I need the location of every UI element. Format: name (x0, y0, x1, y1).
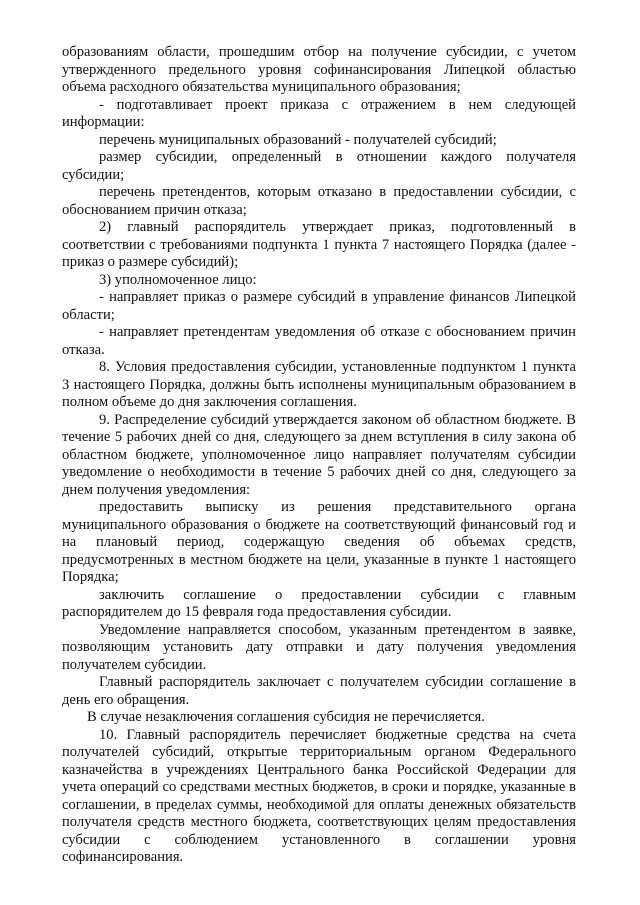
paragraph: предоставить выписку из решения представительного органа муниципального образования о бюджете на соответствующий финансовый год и на плановый период, содержащую сведения об объемах средств, предусмотренных в местном бюджете на цели, указанные в пункте 1 настоящего Порядка; (62, 499, 576, 585)
document-body (62, 44, 576, 867)
paragraph: размер субсидии, определенный в отношении каждого получателя субсидии; (62, 149, 576, 183)
paragraph: перечень муниципальных образований - получателей субсидий; (99, 131, 497, 148)
paragraph: 3) уполномоченное лицо: (99, 271, 257, 288)
paragraph: Главный распорядитель заключает с получателем субсидии соглашение в день его обращения. (62, 674, 576, 708)
paragraph: - направляет претендентам уведомления об отказе с обоснованием причин отказа. (62, 324, 576, 358)
paragraph: 10. Главный распорядитель перечисляет бюджетные средства на счета получателей субсидий, открытые территориальным органом Федерального казначейства в учреждениях Центрального банка Российской Федерации для учета операций со средствами местных бюджетов, в сроки и порядке, указанные в соглашении, в пределах суммы, необходимой для оплаты денежных обязательств получателя средств местного бюджета, соответствующих целям предоставления субсидии с соблюдением установленного в соглашении уровня софинансирования. (62, 726, 576, 865)
paragraph: 2) главный распорядитель утверждает приказ, подготовленный в соответствии с требованиями подпункта 1 пункта 7 настоящего Порядка (далее - приказ о размере субсидий); (62, 219, 576, 270)
paragraph: - направляет приказ о размере субсидий в управление финансов Липецкой области; (62, 289, 576, 323)
paragraph: В случае незаключения соглашения субсидия не перечисляется. (87, 709, 485, 725)
paragraph: - подготавливает проект приказа с отражением в нем следующей информации: (62, 96, 576, 130)
paragraph: 8. Условия предоставления субсидии, установленные подпунктом 1 пункта 3 настоящего Порядка, должны быть исполнены муниципальным образованием в полном объеме до дня заключения соглашения. (62, 359, 576, 410)
paragraph: образованиям области, прошедшим отбор на получение субсидии, с учетом утвержденного предельного уровня софинансирования Липецкой областью объема расходного обязательства муниципального образования; (62, 44, 576, 95)
paragraph: заключить соглашение о предоставлении субсидии с главным распорядителем до 15 февраля года предоставления субсидии. (62, 586, 576, 620)
paragraph: 9. Распределение субсидий утверждается законом об областном бюджете. В течение 5 рабочих дней со дня, следующего за днем вступления в силу закона об областном бюджете, уполномоченное лицо направляет получателям субсидии уведомление о необходимости в течение 5 рабочих дней со дня, следующего за днем получения уведомления: (62, 411, 576, 498)
paragraph: перечень претендентов, которым отказано в предоставлении субсидии, с обоснованием причин отказа; (62, 184, 576, 218)
paragraph: Уведомление направляется способом, указанным претендентом в заявке, позволяющим установить дату отправки и дату получения уведомления получателем субсидии. (62, 621, 576, 673)
